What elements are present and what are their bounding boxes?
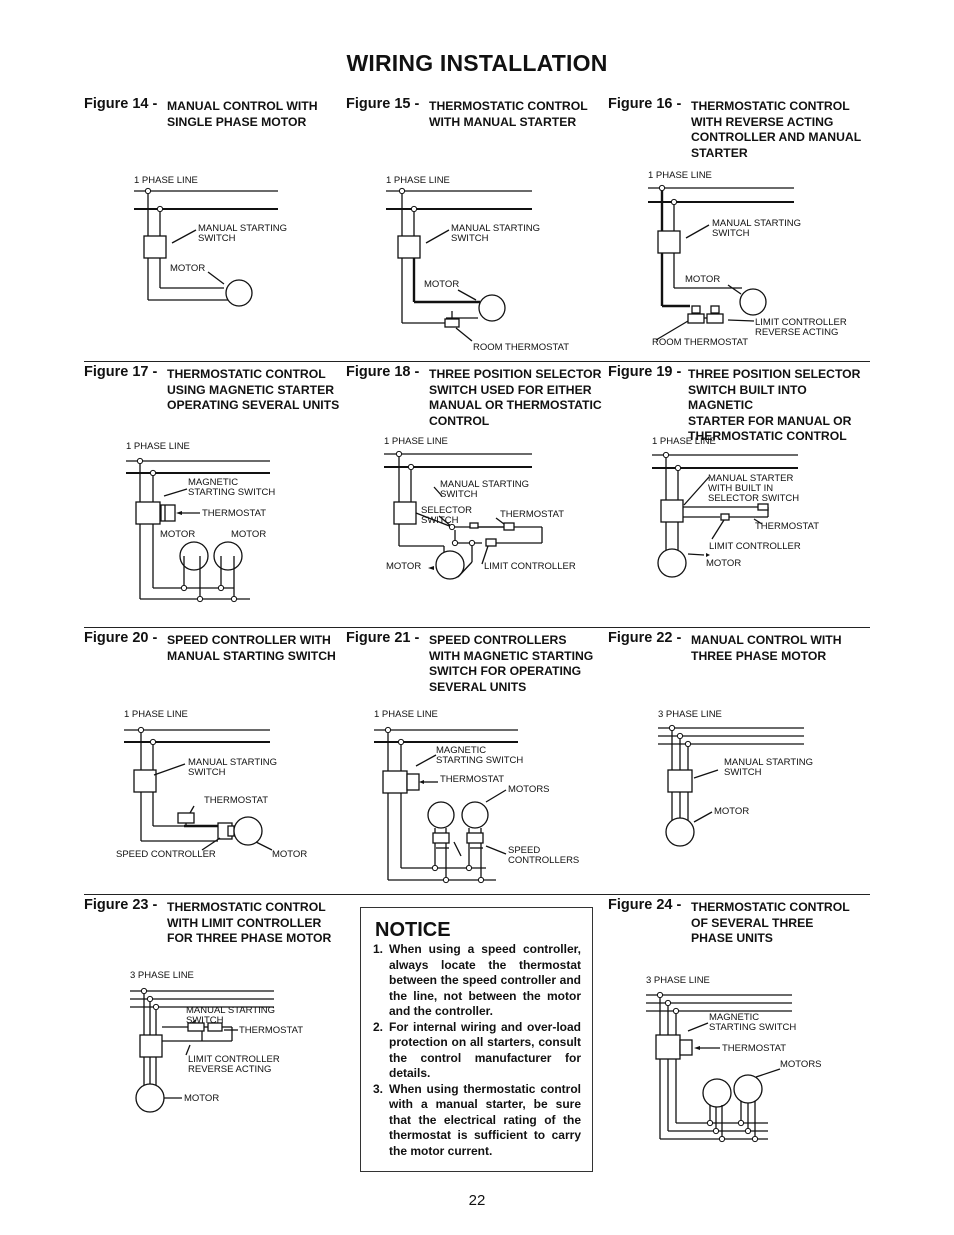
figure-caption-line: SWITCH USED FOR EITHER	[429, 382, 592, 397]
figure-label: Figure 14 -	[84, 96, 158, 112]
component-label: SWITCH	[440, 489, 478, 500]
figure-caption-line: THREE PHASE MOTOR	[691, 648, 827, 663]
row-divider	[84, 894, 870, 895]
line-label: 1 PHASE LINE	[134, 175, 198, 186]
line-label: 3 PHASE LINE	[646, 975, 710, 986]
figure-23	[84, 899, 346, 1161]
speed-controller-label: SPEED CONTROLLER	[116, 849, 216, 860]
component-label: SELECTOR SWITCH	[708, 493, 800, 504]
figure-20	[84, 632, 346, 894]
thermostat-label: ROOM THERMOSTAT	[473, 342, 570, 353]
figure-caption-line: WITH MANUAL STARTER	[429, 114, 577, 129]
figure-19	[608, 366, 870, 628]
figure-caption-line: WITH REVERSE ACTING	[691, 114, 834, 129]
component-label: MANUAL STARTING	[186, 1005, 276, 1016]
figure-caption-line: FOR THREE PHASE MOTOR	[167, 931, 332, 946]
motor-label: MOTOR	[272, 849, 308, 860]
figure-caption-line: THERMOSTATIC CONTROL	[167, 900, 326, 914]
wiring-diagram	[84, 98, 346, 360]
component-label: MAGNETIC	[188, 477, 239, 488]
motors-label: MOTORS	[508, 784, 550, 795]
figure-label: Figure 15 -	[346, 96, 420, 112]
thermostat-label: THERMOSTAT	[204, 795, 269, 806]
figure-caption-line: WITH LIMIT CONTROLLER	[167, 915, 322, 930]
component-label: STARTING SWITCH	[188, 487, 276, 498]
figure-caption-line: MANUAL STARTING SWITCH	[167, 648, 336, 663]
limit-controller-label: LIMIT CONTROLLER	[755, 317, 847, 328]
selector-switch-label: SELECTOR	[421, 505, 473, 516]
limit-controller-label: LIMIT CONTROLLER	[484, 561, 576, 572]
figure-15	[346, 98, 608, 360]
figure-caption-line: SPEED CONTROLLER WITH	[167, 633, 331, 647]
figure-label: Figure 24 -	[608, 897, 682, 913]
figure-caption-line: CONTROL	[429, 413, 490, 428]
figure-22	[608, 632, 870, 894]
row-divider	[84, 361, 870, 362]
component-label: WITH BUILT IN	[708, 483, 774, 494]
figure-caption-line: WITH MAGNETIC STARTING	[429, 648, 594, 663]
line-label: 3 PHASE LINE	[130, 970, 194, 981]
component-label: MANUAL STARTING	[198, 223, 288, 234]
thermostat-label: THERMOSTAT	[722, 1043, 787, 1054]
figure-caption-line: THERMOSTATIC CONTROL	[429, 99, 588, 113]
wiring-diagram	[608, 632, 870, 894]
selector-switch-label: SWITCH	[421, 515, 459, 526]
thermostat-label: THERMOSTAT	[500, 509, 565, 520]
figure-caption-line: THERMOSTATIC CONTROL	[167, 367, 326, 381]
component-label: MAGNETIC	[709, 1012, 760, 1023]
component-label: SWITCH	[451, 233, 489, 244]
figure-label: Figure 21 -	[346, 630, 420, 646]
line-label: 1 PHASE LINE	[652, 436, 716, 447]
figure-caption-line: THERMOSTATIC CONTROL	[691, 99, 850, 113]
thermostat-label: ROOM THERMOSTAT	[652, 337, 749, 348]
line-label: 1 PHASE LINE	[648, 170, 712, 181]
motor-label: MOTOR	[706, 558, 742, 569]
component-label: MANUAL STARTING	[440, 479, 530, 490]
figure-caption-line: THERMOSTATIC CONTROL	[691, 900, 850, 914]
thermostat-label: THERMOSTAT	[202, 508, 267, 519]
figure-label: Figure 22 -	[608, 630, 682, 646]
figure-label: Figure 23 -	[84, 897, 158, 913]
notice-box	[360, 907, 593, 1172]
figure-caption-line: PHASE UNITS	[691, 931, 773, 946]
wiring-diagram	[346, 632, 608, 894]
notice-heading: NOTICE	[375, 919, 451, 941]
component-label: STARTING SWITCH	[709, 1022, 797, 1033]
page-number: 22	[468, 1192, 486, 1209]
figure-caption-line: CONTROLLER AND MANUAL	[691, 130, 862, 145]
component-label: MANUAL STARTING	[188, 757, 278, 768]
figure-caption-line: OF SEVERAL THREE	[691, 915, 814, 930]
motor-label: MOTOR	[184, 1093, 220, 1104]
figure-24	[608, 899, 870, 1161]
motor-label: MOTOR	[714, 806, 750, 817]
component-label: MANUAL STARTING	[451, 223, 541, 234]
limit-controller-label: LIMIT CONTROLLER	[188, 1054, 280, 1065]
limit-controller-label: REVERSE ACTING	[188, 1064, 272, 1075]
motor-label: MOTOR	[170, 263, 206, 274]
figure-caption-line: SWITCH FOR OPERATING	[429, 664, 582, 679]
limit-controller-label: LIMIT CONTROLLER	[709, 541, 801, 552]
speed-controllers-label: SPEED	[508, 845, 541, 856]
figure-17	[84, 366, 346, 628]
wiring-diagram	[84, 899, 346, 1161]
figure-caption-line: THREE POSITION SELECTOR	[429, 367, 602, 381]
notice-item: 3. When using thermostatic control with a manual starter, be sure that the electrical rating of the thermostat is sufficient to carry the motor current.	[373, 1081, 581, 1158]
thermostat-label: THERMOSTAT	[440, 774, 505, 785]
wiring-diagram	[84, 632, 346, 894]
motor-label: MOTOR	[685, 274, 721, 285]
motor-label: MOTOR	[160, 529, 196, 540]
wiring-diagram	[346, 366, 608, 628]
thermostat-label: THERMOSTAT	[239, 1025, 304, 1036]
figure-caption-line: MANUAL CONTROL WITH	[691, 633, 842, 647]
figure-21	[346, 632, 608, 894]
line-label: 1 PHASE LINE	[126, 441, 190, 452]
figure-caption-line: SWITCH BUILT INTO MAGNETIC	[688, 382, 807, 413]
line-label: 1 PHASE LINE	[386, 175, 450, 186]
figure-label: Figure 17 -	[84, 364, 158, 380]
figure-caption-line: MANUAL OR THERMOSTATIC	[429, 398, 602, 413]
motors-label: MOTORS	[780, 1059, 822, 1070]
component-label: MANUAL STARTING	[724, 757, 814, 768]
line-label: 1 PHASE LINE	[374, 709, 438, 720]
figure-caption-line: OPERATING SEVERAL UNITS	[167, 398, 340, 413]
component-label: MANUAL STARTER	[708, 473, 794, 484]
figure-caption-line: THERMOSTATIC CONTROL	[688, 429, 847, 444]
motor-label: MOTOR	[386, 561, 422, 572]
component-label: SWITCH	[198, 233, 236, 244]
thermostat-label: THERMOSTAT	[755, 521, 820, 532]
component-label: SWITCH	[188, 767, 226, 778]
figure-label: Figure 20 -	[84, 630, 158, 646]
line-label: 1 PHASE LINE	[384, 436, 448, 447]
figure-18	[346, 366, 608, 628]
figure-label: Figure 16 -	[608, 96, 682, 112]
line-label: 1 PHASE LINE	[124, 709, 188, 720]
figure-label: Figure 18 -	[346, 364, 420, 380]
figure-14	[84, 98, 346, 360]
wiring-diagram	[608, 366, 870, 628]
limit-controller-label: REVERSE ACTING	[755, 327, 839, 338]
wiring-diagram	[608, 899, 870, 1161]
motor-label: MOTOR	[231, 529, 267, 540]
notice-list	[373, 942, 581, 1159]
figure-caption-line: USING MAGNETIC STARTER	[167, 382, 335, 397]
figure-caption-line: SINGLE PHASE MOTOR	[167, 114, 307, 129]
figure-caption-line: THREE POSITION SELECTOR	[688, 367, 861, 381]
wiring-diagram	[608, 98, 870, 360]
line-label: 3 PHASE LINE	[658, 709, 722, 720]
component-label: MANUAL STARTING	[712, 218, 802, 229]
figure-label: Figure 19 -	[608, 364, 682, 380]
figure-caption-line: SEVERAL UNITS	[429, 679, 527, 694]
figure-caption-line: STARTER	[691, 145, 748, 160]
figure-caption-line: SPEED CONTROLLERS	[429, 633, 567, 647]
component-label: STARTING SWITCH	[436, 755, 524, 766]
component-label: SWITCH	[186, 1015, 224, 1026]
motor-label: MOTOR	[424, 279, 460, 290]
speed-controllers-label: CONTROLLERS	[508, 855, 580, 866]
figure-caption-line: STARTER FOR MANUAL OR	[688, 413, 852, 428]
component-label: SWITCH	[712, 228, 750, 239]
notice-item: 2. For internal wiring and over-load protection on all starters, consult the control manufacturer for details.	[373, 1019, 581, 1080]
notice-item: 1. When using a speed controller, always locate the thermostat between the speed controller and the line, not between the motor and the controller.	[373, 942, 581, 1018]
page-title: WIRING INSTALLATION	[346, 50, 608, 76]
component-label: SWITCH	[724, 767, 762, 778]
component-label: MAGNETIC	[436, 745, 487, 756]
wiring-diagram	[346, 98, 608, 360]
figure-caption-line: MANUAL CONTROL WITH	[167, 99, 318, 113]
wiring-diagram	[84, 366, 346, 628]
figure-16	[608, 98, 870, 360]
